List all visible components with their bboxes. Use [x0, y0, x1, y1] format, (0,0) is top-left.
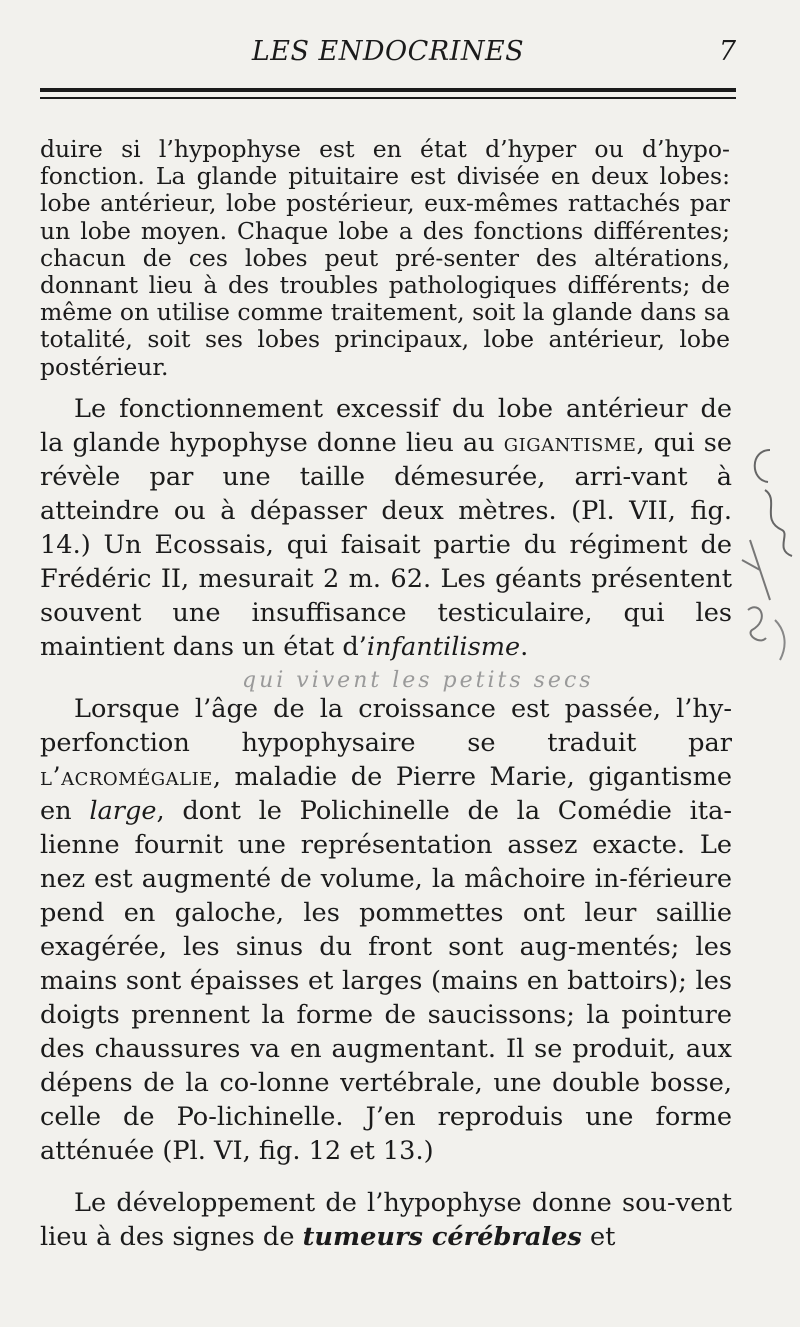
term-gigantisme: gigantisme: [503, 428, 637, 458]
paragraph-3-text-a: Lorsque l’âge de la croissance est passée, l’hy-perfonction hypophysaire se traduit par: [40, 694, 732, 758]
paragraph-2-text-a: Le fonctionnement excessif du lobe antérieur de la glande hypophyse donne lieu au: [40, 394, 732, 458]
paragraph-4-text-a: Le développement de l’hypophyse donne sou-vent lieu à des signes de: [40, 1188, 732, 1252]
paragraph-3-text-c: , dont le Polichinelle de la Comédie ita-lienne fournit une représentation assez exacte. Le nez est augmenté de volume, la mâchoire in-férieure pend en galoche, les pommettes ont leur saillie exagérée, les sinus du front sont aug-mentés; les mains sont épaisses et larges (mains en battoirs); les doigts prennent la forme de saucissons; la pointure des chaussures va en augmentant. Il se produit, aux dépens de la co-lonne vertébrale, une double bosse, celle de Po-lichinelle. J’en reproduis une forme atténuée (Pl. VI, fig. 12 et 13.): [40, 796, 732, 1166]
page-number: 7: [718, 36, 736, 67]
paragraph-2: [40, 392, 732, 664]
paragraph-1: duire si l’hypophyse est en état d’hyper ou d’hypo-fonction. La glande pituitaire est divisée en deux lobes: lobe antérieur, lobe postérieur, eux-mêmes rattachés par un lobe moyen. Chaque lobe a des fonctions différentes; chacun de ces lobes peut pré-senter des altérations, donnant lieu à des troubles pathologiques différents; de même on utilise comme traitement, soit la glande dans sa totalité, soit ses lobes principaux, lobe antérieur, lobe postérieur.: [40, 135, 730, 381]
term-acromegalie: l’acromégalie: [40, 762, 213, 792]
term-infantilisme: infantilisme: [366, 632, 521, 662]
term-tumeurs-cerebrales: tumeurs cérébrales: [302, 1222, 582, 1252]
paragraph-4-text-b: et: [581, 1222, 616, 1252]
main-text: [40, 392, 732, 1254]
term-large: large: [89, 796, 157, 826]
running-title: LES ENDOCRINES: [251, 36, 525, 67]
paragraph-2-text-b: , qui se révèle par une taille démesurée, arri-vant à atteindre ou à dépasser deux mètres. (Pl. VII, fig. 14.) Un Ecossais, qui faisait partie du régiment de Frédéric II, mesurait 2 m. 62. Les géants présentent souvent une insuffisance testiculaire, qui les maintient dans un état d’: [40, 428, 732, 662]
paragraph-3-text-b: , maladie de Pierre Marie, gigantisme en: [40, 762, 732, 826]
paragraph-2-text-c: .: [520, 632, 529, 662]
paragraph-4: [40, 1186, 732, 1254]
handwritten-pencil-note: qui vivent les petits secs: [242, 668, 594, 693]
margin-pencil-scribble: [730, 430, 800, 690]
header-rule-thick: [40, 88, 736, 92]
page-header: [40, 36, 736, 76]
header-rule-thin: [40, 97, 736, 99]
continued-paragraph: [40, 136, 730, 381]
paragraph-3: [40, 692, 732, 1168]
